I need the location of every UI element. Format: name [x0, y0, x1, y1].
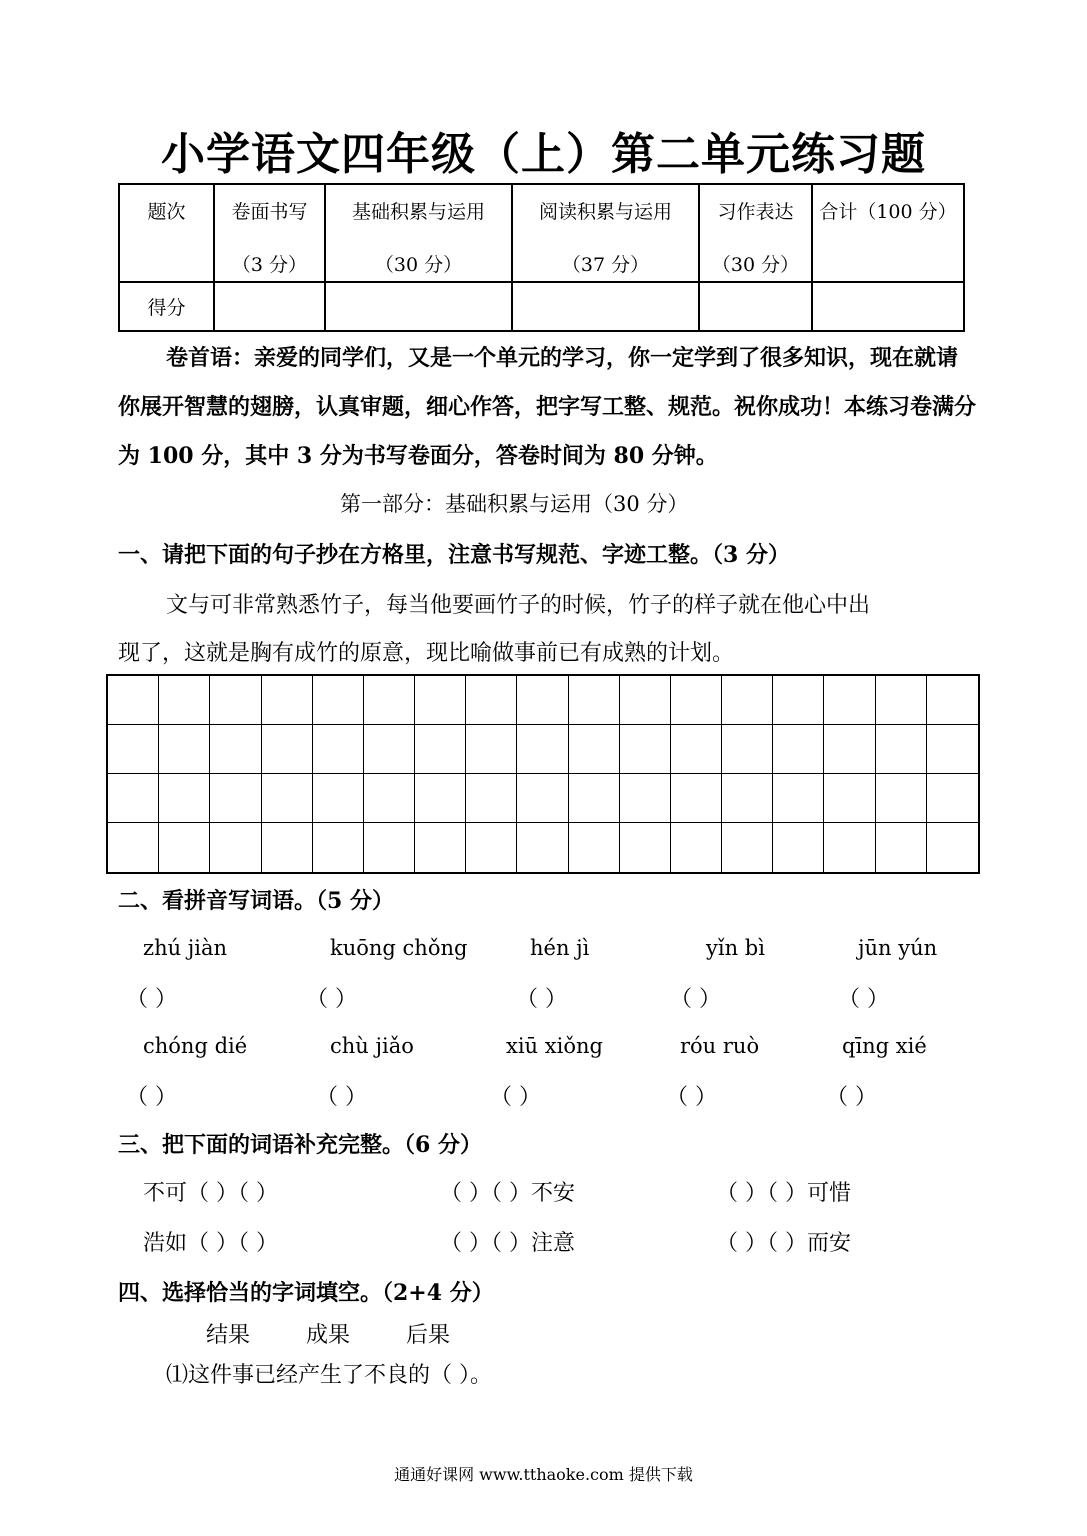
- grid-cell[interactable]: [876, 676, 927, 725]
- grid-cell[interactable]: [671, 676, 722, 725]
- grid-cell[interactable]: [517, 823, 568, 872]
- score-input-cell[interactable]: [812, 282, 964, 331]
- grid-cell[interactable]: [262, 823, 313, 872]
- grid-cell[interactable]: [364, 823, 415, 872]
- answer-blank[interactable]: （ ）: [490, 1085, 541, 1110]
- grid-cell[interactable]: [313, 823, 364, 872]
- q1-text-line1: 文与可非常熟悉竹子，每当他要画竹子的时候，竹子的样子就在他心中出: [166, 593, 871, 618]
- grid-cell[interactable]: [210, 676, 261, 725]
- answer-blank[interactable]: （ ）: [126, 987, 177, 1012]
- grid-cell[interactable]: [569, 725, 620, 774]
- q3-heading: 三、把下面的词语补充完整。（6 分）: [118, 1132, 482, 1158]
- grid-cell[interactable]: [313, 725, 364, 774]
- grid-cell[interactable]: [159, 725, 210, 774]
- q2-heading: 二、看拼音写词语。（5 分）: [118, 888, 394, 914]
- grid-cell[interactable]: [262, 676, 313, 725]
- intro-paragraph: 卷首语：亲爱的同学们，又是一个单元的学习，你一定学到了很多知识，现在就请你展开智慧的翅膀，认真审题，细心作答，把字写工整、规范。祝你成功！本练习卷满分为 100 分，其中 3 分为书写卷面分，答卷时间为 80 分钟。: [118, 345, 977, 469]
- score-header-cell: 卷面书写 （3 分）: [214, 184, 325, 282]
- grid-cell[interactable]: [620, 725, 671, 774]
- grid-cell[interactable]: [108, 823, 159, 872]
- grid-cell[interactable]: [773, 774, 824, 823]
- grid-cell[interactable]: [876, 774, 927, 823]
- pinyin-item: chù jiǎo: [330, 1034, 414, 1058]
- score-input-cell[interactable]: [214, 282, 325, 331]
- idiom-item[interactable]: （ ）（ ）注意: [440, 1231, 575, 1256]
- grid-cell[interactable]: [415, 725, 466, 774]
- grid-cell[interactable]: [620, 774, 671, 823]
- score-header-cell: 合计（100 分）: [812, 184, 964, 282]
- grid-cell[interactable]: [415, 823, 466, 872]
- idiom-item[interactable]: （ ）（ ）不安: [440, 1181, 575, 1206]
- grid-cell[interactable]: [773, 676, 824, 725]
- grid-cell[interactable]: [517, 725, 568, 774]
- idiom-item[interactable]: 浩如（ ）（ ）: [143, 1231, 278, 1256]
- grid-cell[interactable]: [313, 774, 364, 823]
- grid-cell[interactable]: [722, 774, 773, 823]
- writing-grid[interactable]: [106, 674, 980, 874]
- pinyin-item: yǐn bì: [706, 936, 765, 960]
- grid-cell[interactable]: [159, 774, 210, 823]
- pinyin-item: jūn yún: [858, 936, 938, 960]
- answer-blank[interactable]: （ ）: [826, 1085, 877, 1110]
- grid-cell[interactable]: [824, 676, 875, 725]
- idiom-item[interactable]: 不可（ ）（ ）: [143, 1181, 278, 1206]
- grid-cell[interactable]: [210, 725, 261, 774]
- footer-text: 通通好课网 www.tthaoke.com 提供下载: [394, 1465, 693, 1484]
- score-header-cell: 基础积累与运用 （30 分）: [325, 184, 512, 282]
- grid-cell[interactable]: [108, 676, 159, 725]
- grid-cell[interactable]: [159, 676, 210, 725]
- grid-cell[interactable]: [262, 774, 313, 823]
- answer-blank[interactable]: （ ）: [670, 987, 721, 1012]
- part1-title: 第一部分：基础积累与运用（30 分）: [340, 492, 689, 516]
- answer-blank[interactable]: （ ）: [306, 987, 357, 1012]
- grid-cell[interactable]: [415, 774, 466, 823]
- word-option: 后果: [406, 1323, 451, 1348]
- score-header-cell: 阅读积累与运用 （37 分）: [512, 184, 699, 282]
- grid-cell[interactable]: [773, 725, 824, 774]
- score-input-cell[interactable]: [325, 282, 512, 331]
- grid-cell[interactable]: [927, 774, 978, 823]
- idiom-item[interactable]: （ ）（ ）可惜: [716, 1181, 851, 1206]
- grid-cell[interactable]: [364, 725, 415, 774]
- grid-cell[interactable]: [364, 774, 415, 823]
- pinyin-item: chóng dié: [143, 1034, 248, 1058]
- score-header-cell: 题次: [119, 184, 214, 282]
- grid-cell[interactable]: [108, 725, 159, 774]
- idiom-item[interactable]: （ ）（ ）而安: [716, 1231, 851, 1256]
- grid-cell[interactable]: [773, 823, 824, 872]
- grid-cell[interactable]: [824, 725, 875, 774]
- grid-cell[interactable]: [569, 676, 620, 725]
- grid-cell[interactable]: [159, 823, 210, 872]
- grid-cell[interactable]: [927, 676, 978, 725]
- q1-text-line2: 现了，这就是胸有成竹的原意，现比喻做事前已有成熟的计划。: [118, 641, 735, 666]
- grid-cell[interactable]: [313, 676, 364, 725]
- grid-cell[interactable]: [569, 774, 620, 823]
- grid-cell[interactable]: [466, 676, 517, 725]
- score-table-header-row: [119, 184, 964, 282]
- answer-blank[interactable]: （ ）: [516, 987, 567, 1012]
- grid-cell[interactable]: [517, 676, 568, 725]
- grid-cell[interactable]: [620, 823, 671, 872]
- score-input-cell[interactable]: [512, 282, 699, 331]
- score-row-label: 得分: [119, 282, 214, 331]
- score-table: [118, 183, 965, 332]
- grid-cell[interactable]: [620, 676, 671, 725]
- grid-cell[interactable]: [876, 725, 927, 774]
- answer-blank[interactable]: （ ）: [126, 1085, 177, 1110]
- grid-cell[interactable]: [466, 725, 517, 774]
- page-title: 小学语文四年级（上）第二单元练习题: [161, 129, 926, 180]
- grid-cell[interactable]: [927, 823, 978, 872]
- q4-heading: 四、选择恰当的字词填空。（2+4 分）: [118, 1280, 494, 1306]
- grid-cell[interactable]: [466, 774, 517, 823]
- answer-blank[interactable]: （ ）: [316, 1085, 367, 1110]
- grid-cell[interactable]: [466, 823, 517, 872]
- score-table-score-row: [119, 282, 964, 331]
- word-option: 结果: [206, 1323, 251, 1348]
- grid-cell[interactable]: [722, 725, 773, 774]
- grid-cell[interactable]: [517, 774, 568, 823]
- answer-blank[interactable]: （ ）: [838, 987, 889, 1012]
- q1-heading: 一、请把下面的句子抄在方格里，注意书写规范、字迹工整。（3 分）: [118, 542, 790, 568]
- grid-cell[interactable]: [210, 774, 261, 823]
- score-header-cell: 习作表达 （30 分）: [699, 184, 812, 282]
- grid-cell[interactable]: [824, 774, 875, 823]
- grid-cell[interactable]: [824, 823, 875, 872]
- grid-cell[interactable]: [210, 823, 261, 872]
- pinyin-item: zhú jiàn: [143, 936, 228, 960]
- pinyin-item: hén jì: [530, 936, 590, 960]
- grid-cell[interactable]: [569, 823, 620, 872]
- q4-item-1[interactable]: ⑴这件事已经产生了不良的（ ）。: [166, 1363, 492, 1388]
- word-option: 成果: [306, 1323, 351, 1348]
- grid-cell[interactable]: [108, 774, 159, 823]
- grid-cell[interactable]: [722, 823, 773, 872]
- grid-cell[interactable]: [927, 725, 978, 774]
- pinyin-item: róu ruò: [680, 1034, 760, 1058]
- grid-cell[interactable]: [671, 774, 722, 823]
- pinyin-item: kuōng chǒng: [330, 936, 468, 960]
- grid-cell[interactable]: [262, 725, 313, 774]
- score-input-cell[interactable]: [699, 282, 812, 331]
- grid-cell[interactable]: [364, 676, 415, 725]
- pinyin-item: xiū xiǒng: [506, 1034, 603, 1058]
- grid-cell[interactable]: [671, 823, 722, 872]
- grid-cell[interactable]: [722, 676, 773, 725]
- pinyin-item: qīng xié: [842, 1034, 927, 1058]
- grid-cell[interactable]: [671, 725, 722, 774]
- answer-blank[interactable]: （ ）: [666, 1085, 717, 1110]
- grid-cell[interactable]: [415, 676, 466, 725]
- grid-cell[interactable]: [876, 823, 927, 872]
